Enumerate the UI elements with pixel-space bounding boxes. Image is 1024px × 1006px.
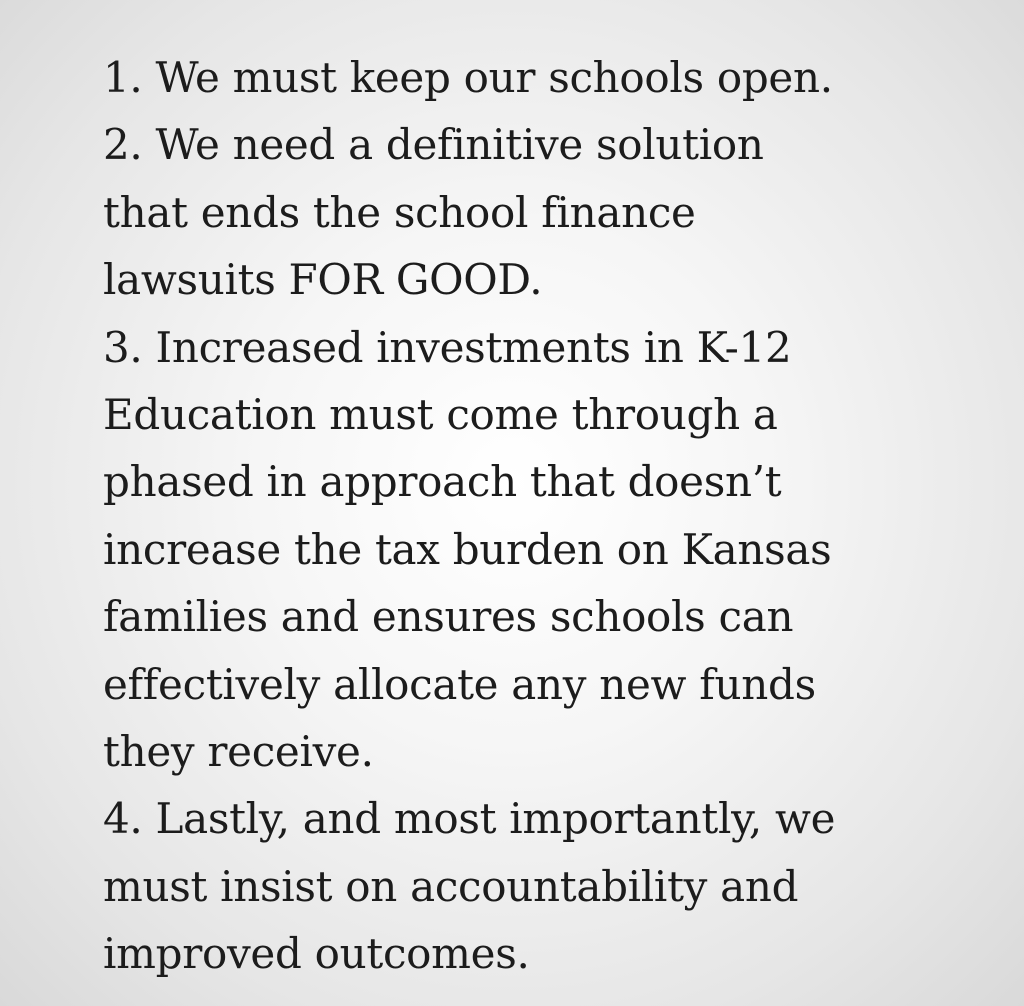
text-line: lawsuits FOR GOOD. xyxy=(103,255,543,305)
text-line: Education must come through a xyxy=(103,390,778,440)
text-line: 3. Increased investments in K-12 xyxy=(103,322,792,372)
text-line: they receive. xyxy=(103,727,374,777)
text-line: 1. We must keep our schools open. xyxy=(103,53,833,102)
text-line: families and ensures schools can xyxy=(103,592,794,642)
text-line: phased in approach that doesn’t xyxy=(103,457,782,507)
text-line: increase the tax burden on Kansas xyxy=(103,524,832,574)
text-line: that ends the school finance xyxy=(103,187,696,237)
text-line: effectively allocate any new funds xyxy=(103,659,816,709)
text-line: must insist on accountability and xyxy=(103,861,799,911)
text-line: 4. Lastly, and most importantly, we xyxy=(103,794,836,844)
text-line: improved outcomes. xyxy=(103,929,530,979)
text-line: 2. We need a definitive solution xyxy=(103,120,764,170)
document-text xyxy=(103,44,1003,988)
